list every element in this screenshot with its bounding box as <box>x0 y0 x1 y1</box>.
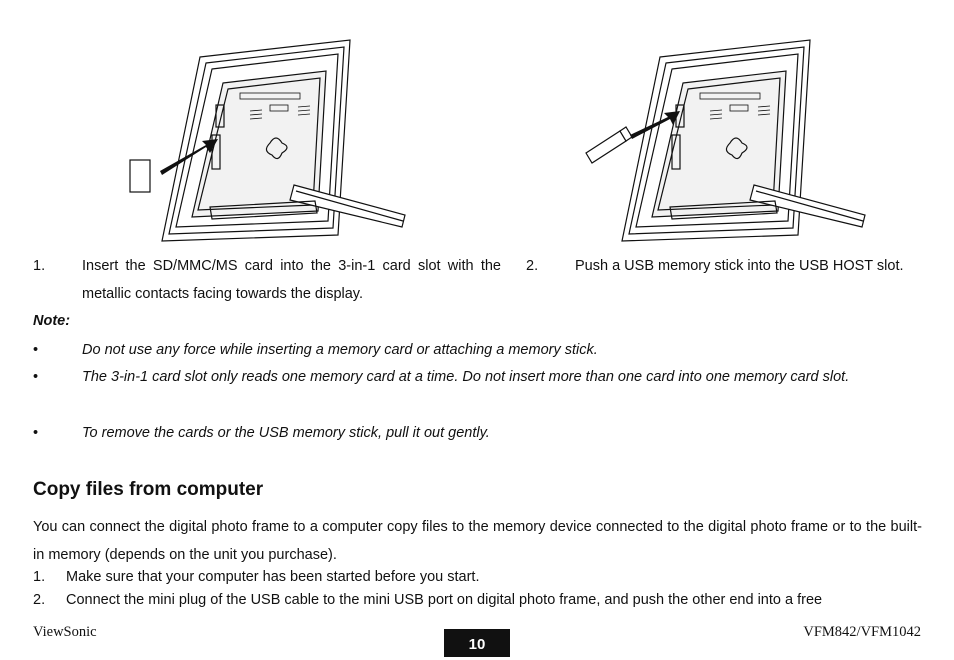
note-label: Note: <box>33 313 71 329</box>
card-insert-illustration <box>120 35 420 245</box>
step-text: Insert the SD/MMC/MS card into the 3-in-1 card slot with the metallic contacts facing towards the display. <box>82 258 501 302</box>
usb-insert-illustration <box>580 35 880 245</box>
note-text: The 3-in-1 card slot only reads one memory card at a time. Do not insert more than one card into one memory card slot. <box>82 369 850 385</box>
step-2 <box>526 252 922 308</box>
bullet-symbol: • <box>33 425 39 441</box>
step-1 <box>33 252 501 308</box>
footer-model: VFM842/VFM1042 <box>803 624 921 640</box>
list-text: Make sure that your computer has been started before you start. <box>66 569 480 585</box>
note-text: Do not use any force while inserting a memory card or attaching a memory stick. <box>82 342 598 358</box>
step-number: 1. <box>33 258 46 274</box>
footer-brand: ViewSonic <box>33 624 97 640</box>
bullet-symbol: • <box>33 342 39 358</box>
note-text: To remove the cards or the USB memory stick, pull it out gently. <box>82 425 490 441</box>
step-text: Push a USB memory stick into the USB HOST slot. <box>575 258 904 274</box>
section-heading: Copy files from computer <box>33 479 264 500</box>
list-number: 2. <box>33 592 46 608</box>
step-number: 2. <box>526 258 539 274</box>
list-text: Connect the mini plug of the USB cable to the mini USB port on digital photo frame, and push the other end into a free <box>66 592 823 608</box>
list-number: 1. <box>33 569 46 585</box>
section-paragraph: You can connect the digital photo frame to a computer copy files to the memory device connected to the digital photo frame or to the built-in memory (depends on the unit you purchase). <box>33 519 922 563</box>
bullet-symbol: • <box>33 369 39 385</box>
page-number: 10 <box>444 629 510 657</box>
